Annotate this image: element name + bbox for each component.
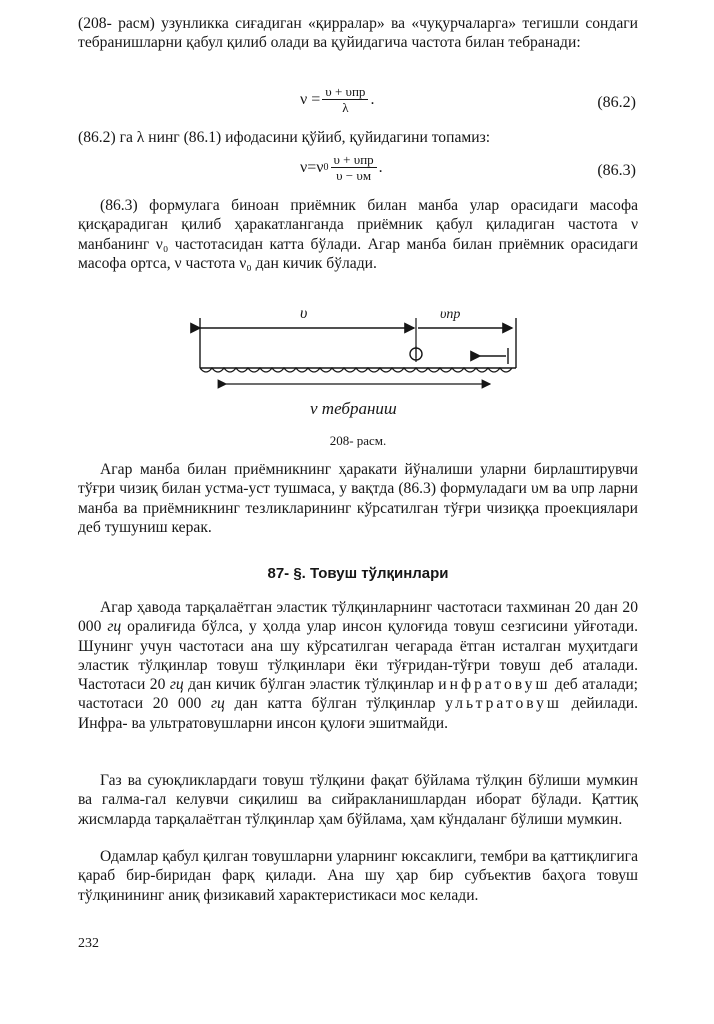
para3-a: Агар ҳавода тарқалаётган эластик тўлқинларнинг частотаси тахминан 20 дан 20 000 (78, 599, 638, 636)
para4-text: Газ ва суюқликлардаги товуш тўлқини фақат бўйлама тўлқин бўлиши мумкин ва галма-гал келувчи сиқилиш ва сийракланишлардан иборат бўлади. Қаттиқ жисмларда тарқалаётган тўлқинлар ҳам бўйлама, ҳам кўндаланг бўлиши мумкин. (78, 772, 638, 828)
text-top: (208- расм) узунликка сиғадиган «қирралар» ва «чуқурчаларга» тегишли сондаги тебранишларни қабул қилиб олади ва қуйидагича частота билан тебранади: (78, 15, 638, 52)
term-ultrasound: ультратовуш (445, 695, 562, 713)
eq862-lhs: ν = (300, 90, 321, 108)
eq863-number: (86.3) (597, 162, 636, 179)
paragraph-3 (78, 598, 638, 733)
wave-line (200, 368, 512, 372)
para3-text (78, 598, 638, 733)
eq863-lhs-sub: 0 (323, 162, 329, 173)
eq863-denominator: υ − υм (336, 168, 372, 183)
label-vpr: υпр (440, 307, 461, 322)
paragraph-2 (78, 460, 638, 537)
para3-unit1: гц (107, 618, 122, 636)
para3-unit2: гц (169, 676, 184, 694)
paragraph-5 (78, 847, 638, 905)
eq862-fraction (322, 84, 368, 115)
para3-unit3: гц (210, 695, 225, 713)
eq863-lhs: ν=ν (300, 158, 324, 176)
term-infrasound: инфратовуш (438, 676, 551, 694)
paragraph-mid (78, 128, 638, 147)
eq862-denominator: λ (342, 100, 349, 115)
para3-b: оралиғида бўлса, у ҳолда улар инсон қулоғида товуш сезгисини уйғотади. Шунинг учун частотаси ана шу кўрсатилган чегарада ётган исталган муҳитдаги эластик тўлқинлар товуш тўлқинлари ёки тўғридан-тўғри товуш деб аталади. Частотаси 20 (78, 618, 638, 694)
eq863-numerator: υ + υпр (331, 152, 377, 168)
para3-e: дан катта бўлган тўлқинлар (224, 695, 446, 713)
eq863-end: . (378, 158, 383, 176)
figure-caption: 208- расм. (329, 433, 387, 448)
text-mid: (86.2) га λ нинг (86.1) ифодасини қўйиб, қуйидагини топамиз: (78, 129, 491, 146)
section-heading: 87- §. Товуш тўлқинлари (267, 565, 449, 582)
figure-208-drawing (190, 298, 530, 426)
para3-c: дан кичик бўлган эластик тўлқинлар (183, 676, 439, 694)
para3-d: деб аталади; частотаси 20 000 (78, 676, 638, 713)
page-number: 232 (78, 936, 99, 951)
para3-f: дейилади. Инфра- ва ультратовушларни инсон қулоғи эшитмайди. (78, 695, 638, 732)
para5-text: Одамлар қабул қилган товушларни уларнинг юксаклиги, тембри ва қаттиқлигига қараб бир-биридан фарқ қилади. Ана шу ҳар бир субъектив баҳога товуш тўлқинининг аниқ физикавий характеристикаси мос келади. (78, 848, 638, 904)
paragraph-top (78, 14, 638, 53)
equation-86-2 (78, 84, 638, 124)
eq863-fraction (331, 152, 377, 183)
eq862-number: (86.2) (597, 94, 636, 111)
label-wave: ν тебраниш (310, 399, 397, 418)
para2-text: Агар манба билан приёмникнинг ҳаракати йўналиши уларни бирлаштирувчи тўғри чизиқ билан устма-уст тушмаса, у вақтда (86.3) формуладаги υм ва υпр ларни манба ва приёмникнинг тезликларининг кўрсатилган тўғри чизиққа проекциялари деб тушуниш керак. (78, 461, 638, 536)
label-v: υ (300, 305, 308, 322)
paragraph-1 (78, 196, 638, 273)
eq862-numerator: υ + υпр (322, 84, 368, 100)
para1-text: (86.3) формулага биноан приёмник билан манба улар орасидаги масофа қисқарадиган қилиб ҳаракатланганда приёмник қабул қиладиган частота ν манбанинг ν₀ частотасидан катта бўлади. Агар манба билан приёмник орасидаги масофа ортса, ν частота ν₀ дан кичик бўлади. (78, 197, 638, 272)
equation-86-3 (78, 152, 638, 192)
paragraph-4 (78, 771, 638, 829)
eq862-end: . (370, 90, 375, 108)
figure-208 (190, 298, 530, 431)
